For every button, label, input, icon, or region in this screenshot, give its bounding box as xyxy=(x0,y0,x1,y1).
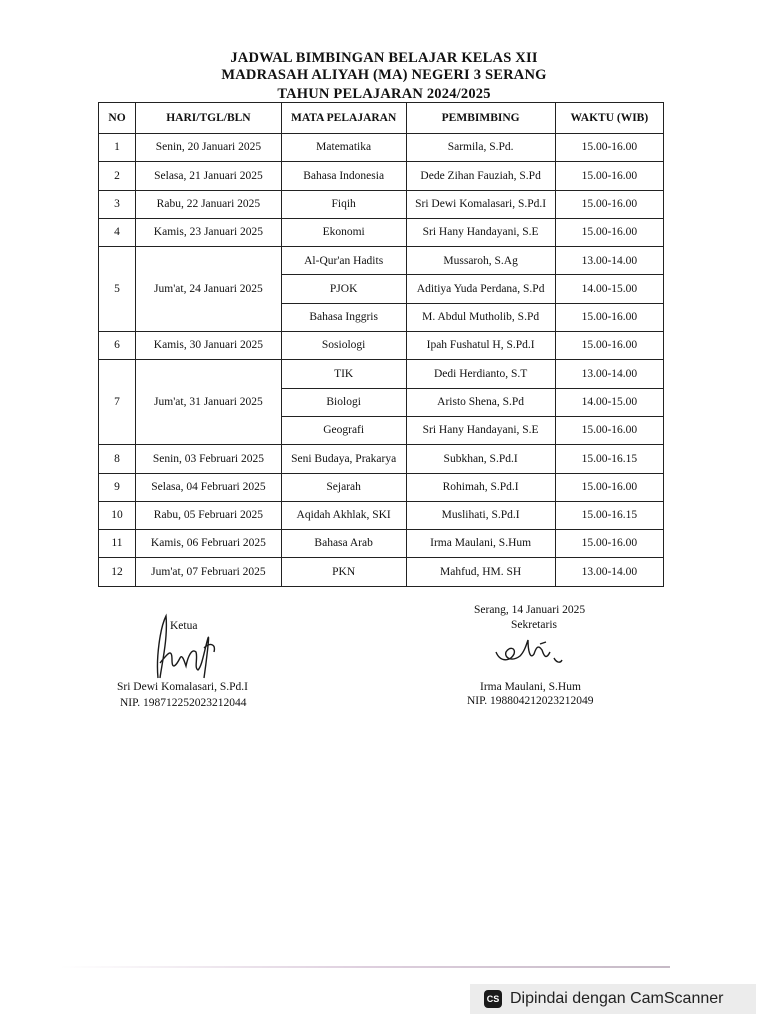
cell-time: 15.00-16.00 xyxy=(555,134,663,162)
cell-no: 11 xyxy=(99,530,136,558)
cell-subject: Fiqih xyxy=(281,190,406,218)
cell-time: 15.00-16.00 xyxy=(555,162,663,190)
table-row xyxy=(99,162,664,190)
cell-mentor: Aditiya Yuda Perdana, S.Pd xyxy=(406,275,555,303)
cell-date: Kamis, 23 Januari 2025 xyxy=(136,218,282,246)
cell-date: Rabu, 05 Februari 2025 xyxy=(136,501,282,529)
cell-subject: Geografi xyxy=(281,416,406,444)
cell-subject: Bahasa Indonesia xyxy=(281,162,406,190)
camscanner-logo-icon: CS xyxy=(484,990,502,1008)
cell-time: 15.00-16.15 xyxy=(555,501,663,529)
column-header-subject: MATA PELAJARAN xyxy=(281,103,406,134)
cell-mentor: M. Abdul Mutholib, S.Pd xyxy=(406,303,555,331)
cell-subject: PJOK xyxy=(281,275,406,303)
cell-no: 1 xyxy=(99,134,136,162)
cell-no: 2 xyxy=(99,162,136,190)
table-row xyxy=(99,558,664,586)
right-signer-role: Sekretaris xyxy=(511,619,557,631)
cell-no: 3 xyxy=(99,190,136,218)
cell-time: 15.00-16.00 xyxy=(555,530,663,558)
left-signer-nip: NIP. 198712252023212044 xyxy=(120,697,247,709)
column-header-mentor: PEMBIMBING xyxy=(406,103,555,134)
cell-no: 6 xyxy=(99,332,136,360)
cell-date: Kamis, 06 Februari 2025 xyxy=(136,530,282,558)
cell-mentor: Mussaroh, S.Ag xyxy=(406,247,555,275)
table-row xyxy=(99,473,664,501)
cell-date: Jum'at, 31 Januari 2025 xyxy=(136,360,282,445)
camscanner-watermark xyxy=(470,984,756,1014)
cell-mentor: Sri Dewi Komalasari, S.Pd.I xyxy=(406,190,555,218)
title-line-1: JADWAL BIMBINGAN BELAJAR KELAS XII xyxy=(230,50,538,66)
cell-subject: Seni Budaya, Prakarya xyxy=(281,445,406,473)
cell-subject: Al-Qur'an Hadits xyxy=(281,247,406,275)
table-row xyxy=(99,530,664,558)
right-signer-nip: NIP. 198804212023212049 xyxy=(467,695,594,707)
cell-mentor: Rohimah, S.Pd.I xyxy=(406,473,555,501)
cell-subject: PKN xyxy=(281,558,406,586)
cell-date: Senin, 20 Januari 2025 xyxy=(136,134,282,162)
cell-time: 14.00-15.00 xyxy=(555,275,663,303)
cell-subject: Matematika xyxy=(281,134,406,162)
cell-mentor: Sri Hany Handayani, S.E xyxy=(406,416,555,444)
table-row xyxy=(99,190,664,218)
table-row xyxy=(99,134,664,162)
title-line-3: TAHUN PELAJARAN 2024/2025 xyxy=(277,86,491,102)
scan-edge-line xyxy=(60,966,670,968)
schedule-table xyxy=(98,102,664,587)
cell-no: 12 xyxy=(99,558,136,586)
column-header-date: HARI/TGL/BLN xyxy=(136,103,282,134)
place-date: Serang, 14 Januari 2025 xyxy=(474,604,586,616)
cell-no: 7 xyxy=(99,360,136,445)
cell-mentor: Dede Zihan Fauziah, S.Pd xyxy=(406,162,555,190)
cell-date: Senin, 03 Februari 2025 xyxy=(136,445,282,473)
cell-no: 10 xyxy=(99,501,136,529)
table-header-row xyxy=(99,103,664,134)
table-row xyxy=(99,360,664,388)
cell-mentor: Subkhan, S.Pd.I xyxy=(406,445,555,473)
cell-mentor: Ipah Fushatul H, S.Pd.I xyxy=(406,332,555,360)
cell-date: Rabu, 22 Januari 2025 xyxy=(136,190,282,218)
cell-subject: Biologi xyxy=(281,388,406,416)
cell-time: 15.00-16.00 xyxy=(555,416,663,444)
cell-date: Selasa, 21 Januari 2025 xyxy=(136,162,282,190)
column-header-time: WAKTU (WIB) xyxy=(555,103,663,134)
cell-no: 4 xyxy=(99,218,136,246)
cell-time: 15.00-16.00 xyxy=(555,473,663,501)
right-signer-name: Irma Maulani, S.Hum xyxy=(480,681,581,693)
left-signer-name: Sri Dewi Komalasari, S.Pd.I xyxy=(117,681,248,693)
cell-date: Selasa, 04 Februari 2025 xyxy=(136,473,282,501)
cell-date: Kamis, 30 Januari 2025 xyxy=(136,332,282,360)
left-signature-scribble xyxy=(138,608,228,688)
left-signer-role: Ketua xyxy=(170,620,198,632)
cell-time: 13.00-14.00 xyxy=(555,247,663,275)
cell-time: 13.00-14.00 xyxy=(555,360,663,388)
cell-time: 15.00-16.00 xyxy=(555,190,663,218)
cell-no: 9 xyxy=(99,473,136,501)
cell-time: 15.00-16.00 xyxy=(555,303,663,331)
camscanner-text: Dipindai dengan CamScanner xyxy=(510,990,724,1007)
cell-subject: TIK xyxy=(281,360,406,388)
table-row xyxy=(99,445,664,473)
cell-subject: Sosiologi xyxy=(281,332,406,360)
cell-mentor: Aristo Shena, S.Pd xyxy=(406,388,555,416)
cell-subject: Ekonomi xyxy=(281,218,406,246)
table-row xyxy=(99,247,664,275)
cell-subject: Aqidah Akhlak, SKI xyxy=(281,501,406,529)
cell-mentor: Mahfud, HM. SH xyxy=(406,558,555,586)
cell-time: 13.00-14.00 xyxy=(555,558,663,586)
cell-mentor: Dedi Herdianto, S.T xyxy=(406,360,555,388)
cell-time: 15.00-16.00 xyxy=(555,332,663,360)
cell-subject: Sejarah xyxy=(281,473,406,501)
cell-time: 15.00-16.15 xyxy=(555,445,663,473)
cell-subject: Bahasa Inggris xyxy=(281,303,406,331)
table-row xyxy=(99,332,664,360)
column-header-no: NO xyxy=(99,103,136,134)
cell-date: Jum'at, 07 Februari 2025 xyxy=(136,558,282,586)
cell-time: 14.00-15.00 xyxy=(555,388,663,416)
table-row xyxy=(99,501,664,529)
title-line-2: MADRASAH ALIYAH (MA) NEGERI 3 SERANG xyxy=(221,67,547,83)
cell-no: 5 xyxy=(99,247,136,332)
cell-subject: Bahasa Arab xyxy=(281,530,406,558)
table-row xyxy=(99,218,664,246)
cell-mentor: Sri Hany Handayani, S.E xyxy=(406,218,555,246)
cell-mentor: Irma Maulani, S.Hum xyxy=(406,530,555,558)
cell-mentor: Sarmila, S.Pd. xyxy=(406,134,555,162)
cell-time: 15.00-16.00 xyxy=(555,218,663,246)
cell-no: 8 xyxy=(99,445,136,473)
cell-date: Jum'at, 24 Januari 2025 xyxy=(136,247,282,332)
right-signature-scribble xyxy=(490,636,570,672)
cell-mentor: Muslihati, S.Pd.I xyxy=(406,501,555,529)
